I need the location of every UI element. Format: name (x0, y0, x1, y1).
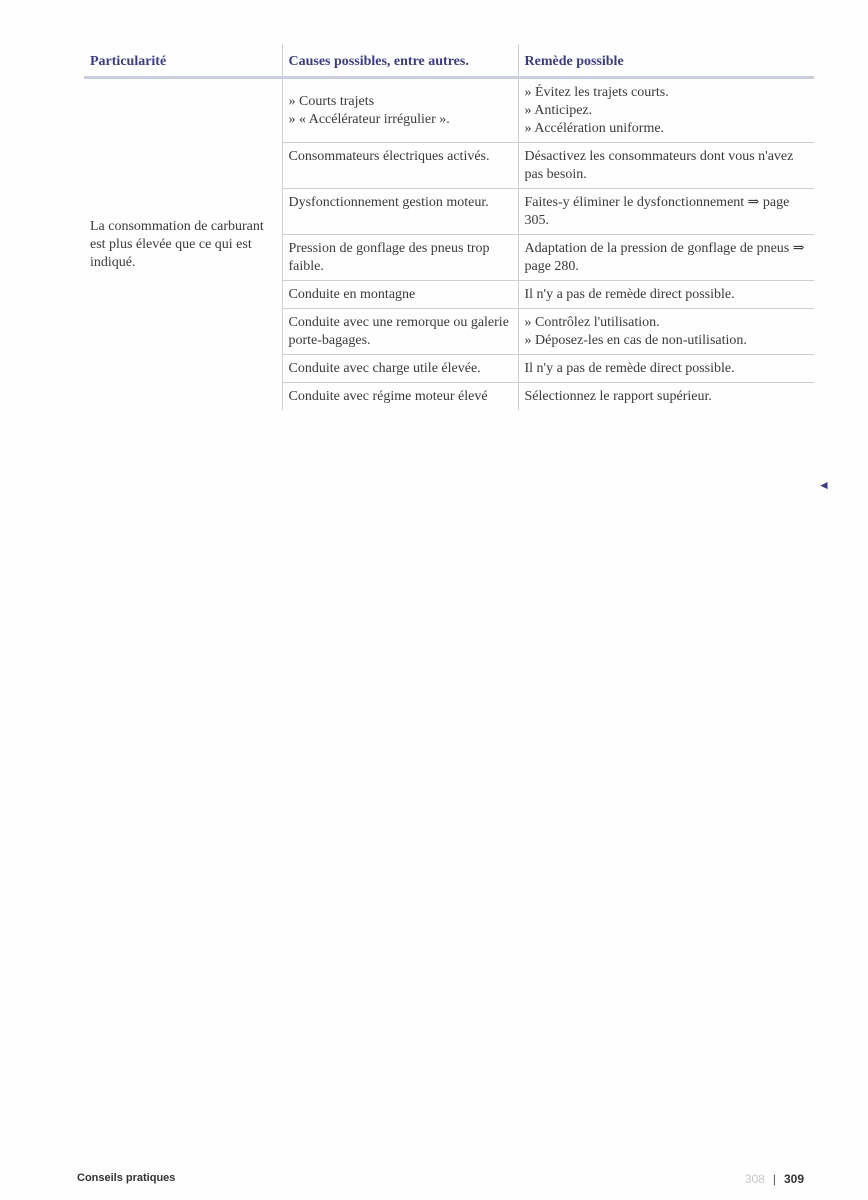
cause-cell: Conduite avec charge utile élevée. (282, 355, 518, 383)
header-causes: Causes possibles, entre autres. (282, 44, 518, 78)
remedy-cell (518, 309, 814, 355)
remedy-item: » Déposez-les en cas de non-utilisation. (524, 333, 747, 348)
page-separator: | (772, 1172, 776, 1186)
remedy-item: » Évitez les trajets courts. (524, 85, 669, 100)
remedy-cell (518, 78, 814, 143)
remedy-cell: Désactivez les consommateurs dont vous n'avez pas besoin. (518, 143, 814, 189)
cause-cell: Consommateurs électriques activés. (282, 143, 518, 189)
cause-cell: Conduite avec régime moteur élevé (282, 383, 518, 411)
previous-page-number: 308 (744, 1172, 765, 1186)
page-numbers (745, 1172, 804, 1186)
troubleshooting-table (84, 44, 814, 410)
table-header-row (84, 44, 814, 78)
cause-item: » « Accélérateur irrégulier ». (288, 112, 450, 127)
cause-cell (282, 78, 518, 143)
cause-cell: Pression de gonflage des pneus trop faible. (282, 235, 518, 281)
cause-cell: Conduite avec une remorque ou galerie porte-bagages. (282, 309, 518, 355)
remedy-cell: Il n'y a pas de remède direct possible. (518, 281, 814, 309)
remedy-item: » Accélération uniforme. (524, 121, 665, 136)
remedy-cell: Sélectionnez le rapport supérieur. (518, 383, 814, 411)
current-page-number: 309 (783, 1172, 804, 1186)
remedy-item: » Contrôlez l'utilisation. (524, 315, 660, 330)
remedy-cell: Faites-y éliminer le dysfonctionnement ⇒ page 305. (518, 189, 814, 235)
remedy-cell: Il n'y a pas de remède direct possible. (518, 355, 814, 383)
feature-cell: La consommation de carburant est plus élevée que ce qui est indiqué. (90, 219, 264, 270)
cause-cell: Conduite en montagne (282, 281, 518, 309)
header-remedy: Remède possible (518, 44, 814, 78)
cause-item: » Courts trajets (288, 94, 375, 109)
cause-cell: Dysfonctionnement gestion moteur. (282, 189, 518, 235)
footer-section-title: Conseils pratiques (77, 1172, 176, 1184)
table-row (84, 78, 814, 143)
header-feature: Particularité (84, 44, 282, 78)
remedy-item: » Anticipez. (524, 103, 593, 118)
end-of-section-icon: ◄ (818, 478, 830, 492)
remedy-cell: Adaptation de la pression de gonflage de pneus ⇒ page 280. (518, 235, 814, 281)
